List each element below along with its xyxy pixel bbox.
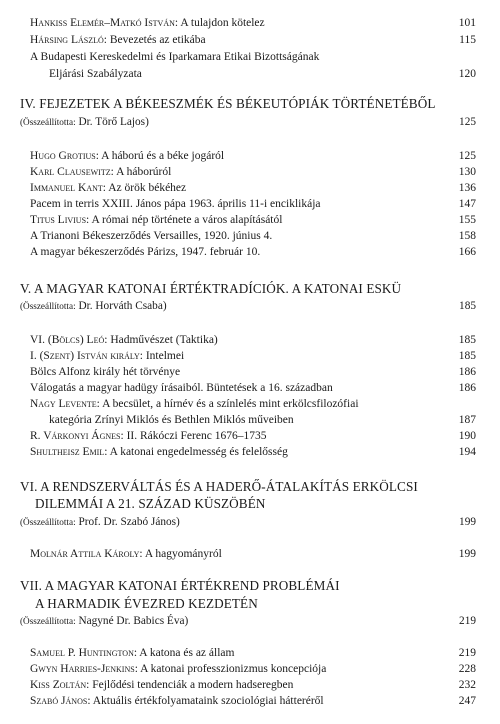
chapter-page: 185: [459, 300, 476, 312]
entry-title: Bevezetés az etikába: [109, 34, 206, 46]
chapter-title: A HARMADIK ÉVEZRED KEZDETÉN: [35, 596, 258, 611]
chapter-page: 219: [459, 615, 476, 627]
chapter-title: V. A MAGYAR KATONAI ÉRTÉKTRADÍCIÓK. A KATONAI ESKÜ: [20, 281, 402, 296]
chapter-page: 199: [459, 516, 476, 528]
toc-page: Hankiss Elemér–Matkó István: A tulajdon kötelez 101 Hársing László: Bevezetés az etikába 115 A Budapesti Kereskedelmi és Iparkamara Etikai Bizottságának Eljárási Szabályzata 120 IV. FEJEZETEK A BÉKEESZMÉK ÉS BÉKEUTÓPIÁK TÖRTÉNETÉBŐL (Összeállította: Dr. Törő Lajos) 125 Hugo Grotius: A háború és a béke jogáról 125 Karl Clausewitz: A háborúról 130 Immanuel Kant: Az örök békéhez 136 Pacem in terris XXIII. János pápa 1963. április 11-i enciklikája 147 Titus Livius: A római nép története a város alapításától 155 A Trianoni Békeszerződés Versailles, 1920. június 4. 158 A magyar békeszerződés Párizs, 1947. február 10. 166 V. A MAGYAR KATONAI ÉRTÉKTRADÍCIÓK. A KATONAI ESKÜ (Összeállította: Dr. Horváth Csaba) 185 VI. (Bölcs) Leó: Hadművészet (Taktika) 185 I. (Szent) István király: Intelmei 185 Bölcs Alfonz király hét törvénye 186 Válogatás a magyar hadügy írásaiból. Büntetések a 16. században 186 Nagy Levente: A becsület, a hírnév és a színlelés mint erkölcsfilozófiai kategória Zrínyi Miklós és Bethlen Miklós műveiben 187 R. Várkonyi Ágnes: II. Rákóczi Ferenc 1676–1735 190 Shultheisz Emil: A katonai engedelmesség és felelősség 194 VI. A RENDSZERVÁLTÁS ÉS A HADERŐ-ÁTALAKÍTÁS ERKÖLCSI DILEMMÁI A 21. SZÁZAD KÜSZÖBÉN (Összeállította: Prof. Dr. Szabó János) 199 Molnár Attila Károly: A hagyományról 199 VII. A MAGYAR KATONAI ÉRTÉKREND PROBLÉMÁI A HARMADIK ÉVEZRED KEZDETÉN (Összeállította: Nagyné Dr. Babics Éva) 219 Samuel P. Huntington: A katona és az állam 219 Gwyn Harries-Jenkins: A katonai professzionizmus koncepciója 228 Kiss Zoltán: Fejlődési tendenciák a modern hadseregben 232 Szabó János: Aktuális értékfolyamataink szociológiai hátteréről 247: [20, 17, 476, 707]
compiler-name: Prof. Dr. Szabó János): [78, 516, 180, 528]
entry-page: 101: [458, 17, 476, 29]
compiler-name: Nagyné Dr. Babics Éva): [78, 615, 189, 627]
compiler-name: Dr. Horváth Csaba): [78, 300, 167, 312]
chapter-title: VII. A MAGYAR KATONAI ÉRTÉKREND PROBLÉMÁI: [20, 578, 340, 593]
entry-title: A Budapesti Kereskedelmi és Iparkamara Etikai Bizottságának: [30, 51, 320, 63]
entry-title: Eljárási Szabályzata: [49, 68, 142, 80]
compiler-name: Dr. Törő Lajos): [78, 116, 149, 128]
entry-page: 115: [459, 34, 476, 46]
chapter-page: 125: [459, 116, 476, 128]
chapter-title: VI. A RENDSZERVÁLTÁS ÉS A HADERŐ-ÁTALAKÍTÁS ERKÖLCSI: [20, 479, 418, 494]
chapter-title: IV. FEJEZETEK A BÉKEESZMÉK ÉS BÉKEUTÓPIÁK TÖRTÉNETÉBŐL: [20, 96, 436, 111]
entry-author: Hársing László: [30, 34, 104, 46]
chapter-title: DILEMMÁI A 21. SZÁZAD KÜSZÖBÉN: [35, 496, 266, 511]
entry-page: 120: [458, 68, 476, 80]
entry-title: A tulajdon kötelez: [180, 17, 265, 29]
entry-author: Hankiss Elemér–Matkó István: [30, 17, 175, 29]
